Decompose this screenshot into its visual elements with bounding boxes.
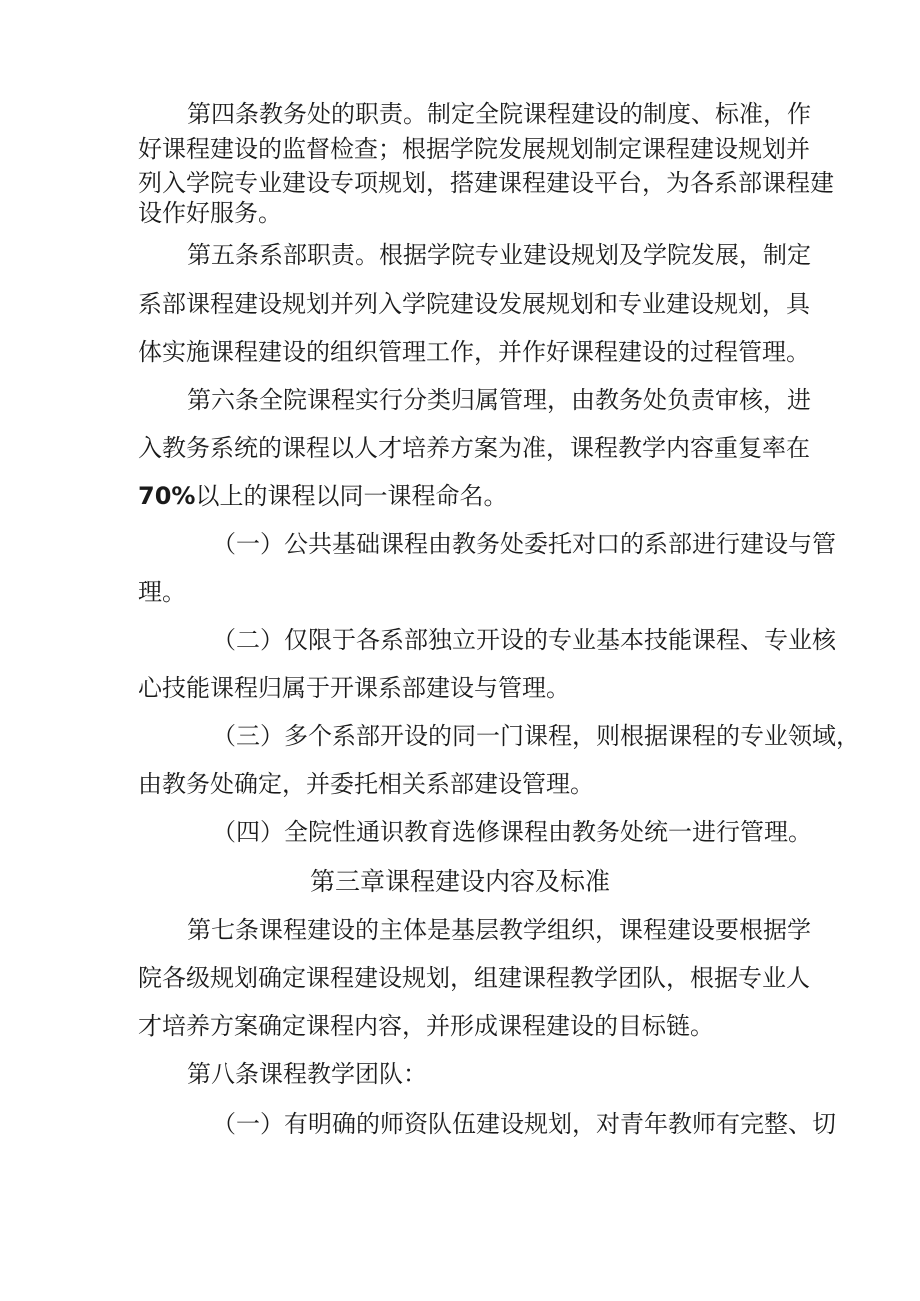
article-4-line-1: 第四条教务处的职责。制定全院课程建设的制度、标准，作 [187, 100, 811, 128]
article-4-line-2: 好课程建设的监督检查；根据学院发展规划制定课程建设规划并 [138, 135, 810, 163]
article-6-line-3-text: 以上的课程以同一课程命名。 [195, 482, 508, 510]
article-4-line-4: 设作好服务。 [138, 199, 282, 227]
item-2-line-1: （二）仅限于各系部独立开设的专业基本技能课程、专业核 [212, 626, 836, 654]
item-4-line-1: （四）全院性通识教育选修课程由教务处统一进行管理。 [212, 818, 812, 846]
item-3-line-2: 由教务处确定，并委托相关系部建设管理。 [138, 770, 594, 798]
article-8-line-1: 第八条课程教学团队： [187, 1060, 427, 1088]
article-6-line-1: 第六条全院课程实行分类归属管理，由教务处负责审核，进 [187, 386, 811, 414]
article-5-line-3: 体实施课程建设的组织管理工作，并作好课程建设的过程管理。 [138, 338, 810, 366]
article-7-line-2: 院各级规划确定课程建设规划，组建课程教学团队，根据专业人 [138, 964, 810, 992]
chapter-3-heading: 第三章课程建设内容及标准 [309, 867, 610, 896]
article-6-line-3 [138, 481, 790, 511]
article-7-line-3: 才培养方案确定课程内容，并形成课程建设的目标链。 [138, 1012, 714, 1040]
article-7-line-1: 第七条课程建设的主体是基层教学组织，课程建设要根据学 [187, 916, 811, 944]
article-4-line-3: 列入学院专业建设专项规划，搭建课程建设平台，为各系部课程建 [138, 169, 834, 197]
article-5-line-2: 系部课程建设规划并列入学院建设发展规划和专业建设规划，具 [138, 290, 810, 318]
item-1-line-1: （一）公共基础课程由教务处委托对口的系部进行建设与管 [212, 530, 836, 558]
item-1-line-2: 理。 [138, 578, 186, 606]
article-6-line-2: 入教务系统的课程以人才培养方案为准，课程教学内容重复率在 [138, 434, 810, 462]
article-5-line-1: 第五条系部职责。根据学院专业建设规划及学院发展，制定 [187, 241, 811, 269]
item-2-line-2: 心技能课程归属于开课系部建设与管理。 [138, 674, 570, 702]
article-8-item-1-line-1: （一）有明确的师资队伍建设规划，对青年教师有完整、切 [212, 1110, 836, 1138]
item-3-line-1: （三）多个系部开设的同一门课程，则根据课程的专业领域， [212, 722, 860, 750]
percentage-value: 70% [138, 482, 196, 510]
